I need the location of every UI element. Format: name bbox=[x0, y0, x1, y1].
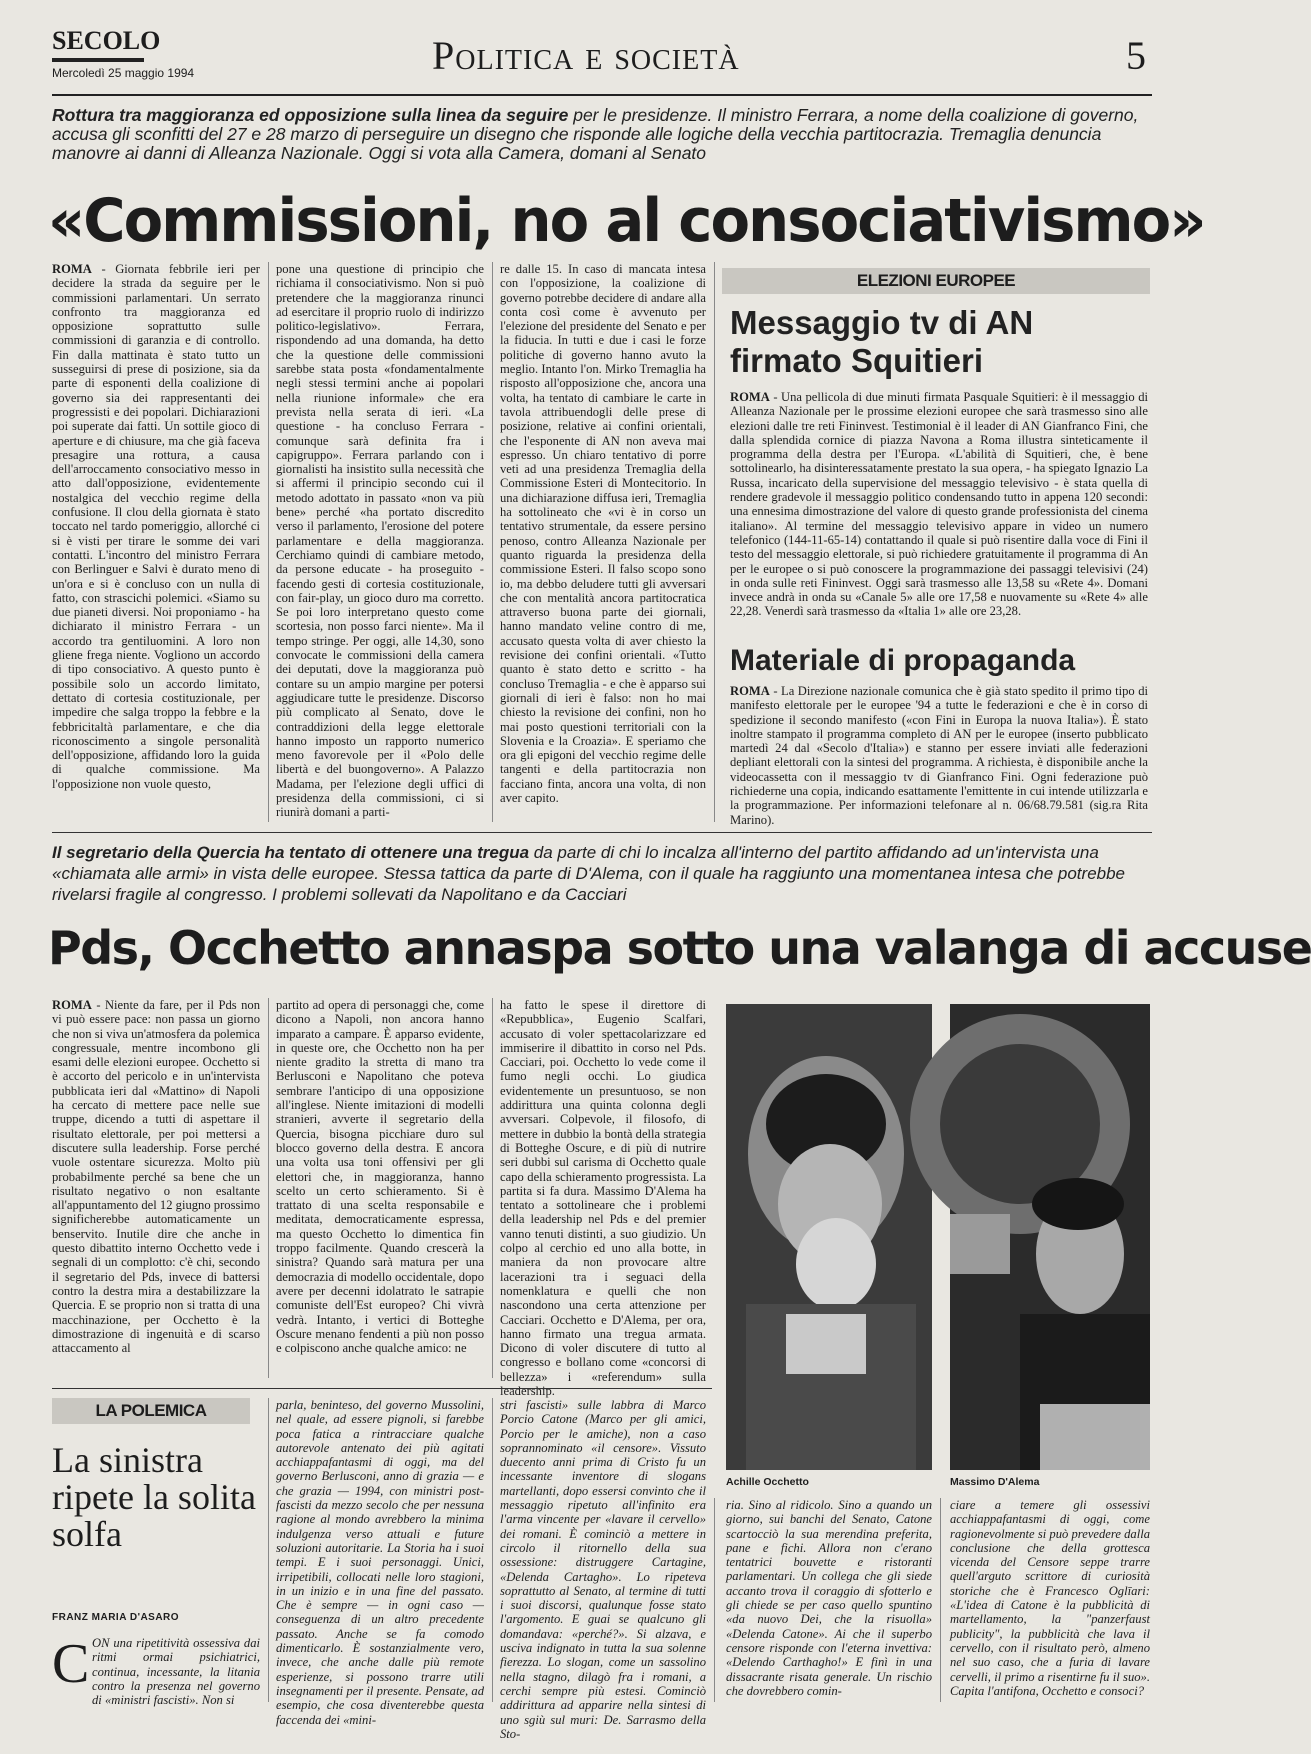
photo-caption-occhetto: Achille Occhetto bbox=[726, 1476, 809, 1488]
article1-dateline: ROMA bbox=[52, 262, 92, 276]
photo-occhetto bbox=[726, 1004, 932, 1470]
article2-deck-rest: da parte di chi lo incalza all'interno del partito affidando ad un'intervista una «chiamata alle armi» in vista delle europee. Stessa tattica da parte di D'Alema, con il quale ha raggiunto una momentanea intesa che potrebbe rivelarsi fragile al congresso. I problemi sollevati da Napolitano e da Cacciari bbox=[52, 843, 1126, 904]
polemica-column-3: stri fascisti» sulle labbra di Marco Porcio Catone (Marco per gli amici, Porcio per le amiche), non a caso soprannominato «il censore». Vissuto duecento anni prima di Cristo fu un incessante inventore di slogans martellanti, dopo essersi convinto che il messaggio ripetuto all'infinito era l'arma vincente per «lavare il cervello» dei romani. È cominciò a mettere in circolo il ritornello della sua ossessione: distruggere Cartagine, «Delenda Cartagho». Lo ripeteva soprattutto al Senato, al termine di tutti i suoi discorsi, qualunque fosse stato l'argomento. E guai se qualcuno gli domandava: «perché?». Si alzava, e usciva indignato in tutta la sua solenne fierezza. Lo slogan, come un sassolino nella stagno, dilagò fra i romani, a cerchi sempre più estesi. Cominciò addirittura ad apparire nella sintesi di uno sgiù sul muri: De. Sarrasmo della Sto- bbox=[500, 1398, 706, 1741]
polemica-column-1-intro: ON una ripetitività ossessiva dai ritmi ormai psichiatrici, continua, incessante, la litania contro la presenza nel governo di «ministri fascisti». Non si bbox=[92, 1636, 260, 1708]
section-divider bbox=[52, 1388, 712, 1389]
issue-date: Mercoledì 25 maggio 1994 bbox=[52, 66, 195, 80]
photo-dalema bbox=[950, 1004, 1150, 1470]
polemica-column-4: ria. Sino al ridicolo. Sino a quando un giorno, sui banchi del Senato, Catone scartocciò la sua merendina preferita, pane e fichi. Allora non c'erano tentatrici bouvette e ristoranti parlamentari. Un collega che gli siede accanto trova il coraggio di sfotterlo e gli chiede se per caso quello spuntino «da nuovo Dei, che la risuolla» «Delenda Catone». Ai che il superbo censore risponde con l'eterna invettiva: «Delendo Carthagho!» E finì in una dissacrante risata generale. Un rischio che dovrebbero comin- bbox=[726, 1498, 932, 1698]
article2-deck-lead: Il segretario della Quercia ha tentato di ottenere una tregua bbox=[52, 843, 530, 862]
article2-column-3: ha fatto le spese il direttore di «Repubblica», Eugenio Scalfari, accusato di voler spettacolarizzare ed immiserire il dibattito in corso nel Pds. Cacciari, poi. Occhetto lo vede come il fumo negli occhi. Lo giudica evidentemente un presuntuoso, se non addirittura una quinta colonna degli avversari. Colpevole, il filosofo, di mettere in dubbio la bontà della strategia di Botteghe Oscure, e di più di nutrire seri dubbi sul carisma di Occhetto quale capo della schieramento progressista. La partita si fa dura. Massimo D'Alema ha tentato a sottolineare che i problemi della leadership nel Pds e del premier vanno tenuti distinti, a suo giudizio. Un colpo al cerchio ed uno alla botte, in maniera da non provocare altre lacerazioni tra i seguaci della nomenklatura e quelli che non nascondono una certa attenzione per Cacciari. Occhetto e D'Alema, per ora, hanno firmato una tregua armata. Dicono di voler discutere di tutto al congresso e bollano come «concorsi di bellezza» i «referendum» sulla leadership. bbox=[500, 998, 706, 1399]
column-rule bbox=[492, 998, 493, 1378]
polemica-label: LA POLEMICA bbox=[52, 1398, 250, 1424]
column-rule bbox=[268, 998, 269, 1378]
article2-headline: Pds, Occhetto annaspa sotto una valanga di accuse bbox=[48, 921, 1311, 975]
byline: FRANZ MARIA D'ASARO bbox=[52, 1612, 180, 1623]
box-text-2 bbox=[730, 684, 1148, 827]
section-title: Politica e società bbox=[432, 33, 740, 78]
article2-dateline: ROMA bbox=[52, 998, 92, 1012]
photo-caption-dalema: Massimo D'Alema bbox=[950, 1476, 1040, 1488]
column-rule bbox=[492, 262, 493, 822]
box-title-2: Materiale di propaganda bbox=[730, 644, 1076, 677]
box-dateline: ROMA bbox=[730, 390, 770, 404]
occhetto-portrait bbox=[726, 1004, 932, 1470]
column-rule bbox=[268, 262, 269, 822]
masthead-rule bbox=[52, 58, 144, 62]
box-text-2-body: - La Direzione nazionale comunica che è già stato spedito il primo tipo di manifesto elettorale per le europee '94 a tutte le federazioni e che è in corso di spedizione il secondo manifesto («con Fini in Europa la nuova Italia»). È stato inoltre stampato il programma completo di AN per le europee (inserto pubblicato martedì 24 dal «Secolo d'Italia») e stanno per essere inviati alle federazioni depliant elettorali con la sintesi del programma. A richiesta, è disponibile anche la videocassetta con il messaggio tv di Gianfranco Fini. Ogni federazione può richiederne una copia, indicando esattamente l'emittente in cui intende utilizzarla e la programmazione. Per informazioni telefonare al n. 06/68.79.581 (sig.ra Rita Marino). bbox=[730, 684, 1148, 827]
article1-col1-text: - Giornata febbrile ieri per decidere la strada da seguire per le commissioni parlamentari. Un serrato confronto tra maggioranza ed opposizione soprattutto sulle commissioni di garanzia e di controllo. Fin dalla mattinata è stato tutto un susseguirsi di prese di posizione, sia da parte di esponenti della coalizione di governo sia dei rappresentanti dei progressisti e dei popolari. Dichiarazioni poi superate dai fatti. Un sottile gioco di aperture e di chiusure, ma che già faceva presagire una rottura, a causa dell'arroccamento consociativo messo in atto dall'opposizione, evidentemente nostalgica del vecchio regime della confusione. Il clou della giornata è stato toccato nel tardo pomeriggio, allorché ci si è visti per tirare le somme dei vari contatti. L'incontro del ministro Ferrara con Berlinguer e Salvi è durato meno di un'ora e si è concluso con un nulla di fatto, con strascichi polemici. «Siamo su due pianeti diversi. Noi proponiamo - ha dichiarato il ministro Ferrara - un accordo tra gentiluomini. A loro non gliene frega niente. Vogliono un accordo di tipo consociativo. A questo punto è possibile solo un accordo limitato, dettato di cortesia costituzionale, per impedire che salga troppo la febbre e la febbricitaltà parlamentare, e che dia riconoscimento a singole personalità dell'opposizione, affidando loro la guida di qualche commissione. Ma l'opposizione non vuole questo, bbox=[52, 262, 260, 791]
article2-deck bbox=[52, 842, 1152, 905]
box-label: ELEZIONI EUROPEE bbox=[722, 268, 1150, 294]
column-rule bbox=[268, 1398, 269, 1702]
polemica-column-2: parla, beninteso, del governo Mussolini, nel quale, ad essere pignoli, si farebbe poca fatica a rintracciare qualche autorevole antenato dei più agitati acchiappafantasmi di oggi, ma del governo Berlusconi, anno di grazia — e che grazia — 1994, con ministri post-fascisti da mezzo secolo che per nessuna ragione al mondo avrebbero la minima indulgenza verso attuali e future soluzioni autoritarie. La Storia ha i suoi tempi. E i suoi personaggi. Unici, irripetibili, collocati nelle loro stagioni, in un inizio e in una fine del passato. Che è sempre — in ogni caso — conseguenza di un altro precedente passato. Anche se fa comodo dimenticarlo. È sostanzialmente vero, invece, che anche dalle più remote esperienze, si possono trarre utili insegnamenti per il presente. Pensate, ad esempio, che cosa diventerebbe questa faccenda dei «mini- bbox=[276, 1398, 484, 1727]
masthead bbox=[52, 22, 1152, 96]
column-rule bbox=[940, 1498, 941, 1702]
article1-headline: «Commissioni, no al consociativismo» bbox=[48, 186, 1205, 256]
page-number: 5 bbox=[1126, 33, 1146, 78]
dalema-portrait bbox=[950, 1004, 1150, 1470]
drop-cap: C bbox=[52, 1633, 90, 1695]
article1-deck-lead: Rottura tra maggioranza ed opposizione sulla linea da seguire bbox=[52, 105, 569, 125]
box-title: Messaggio tv di AN firmato Squitieri bbox=[730, 304, 1034, 379]
column-rule bbox=[714, 262, 715, 822]
article2-column-2: partito ad opera di personaggi che, come dicono a Napoli, non ancora hanno imparato a campare. È apparso evidente, in queste ore, che Occhetto non ha per niente gradito la stretta di mano tra Berlusconi e Napolitano che poteva sembrare l'anticipo di una opposizione all'inglese. Niente imitazioni di modelli stranieri, avverte il segretario della Quercia, bisogna picchiare duro sul blocco governo della destra. E ancora una volta usa toni offensivi per gli elettori che, in maggioranza, hanno scelto un certo schieramento. Si è trattato di una scelta responsabile e meditata, democraticamente espressa, ma questo Occhetto lo dimentica fin troppo facilmente. Quando crescerà la sinistra? Quando sarà matura per una democrazia di modello occidentale, dopo avere per decenni idolatrato le satrapie comuniste dell'Est europeo? Chi vivrà vedrà. Intanto, i vertici di Botteghe Oscure menano fendenti a più non posso e colpiscono anche qualche amico: ne bbox=[276, 998, 484, 1356]
article1-deck bbox=[52, 106, 1152, 163]
box-text-1 bbox=[730, 390, 1148, 660]
article1-column-3: re dalle 15. In caso di mancata intesa con l'opposizione, la coalizione di governo potrebbe decidere di andare alla conta così come è avvenuto per l'elezione del presidente del Senato e per la fiducia. In tutti e due i casi le forze politiche di governo hanno avuto la meglio. Intanto l'on. Mirko Tremaglia ha risposto all'opposizione che, ancora una volta, ha tentato di cambiare le carte in tavola attribuendogli delle prese di posizione, relative ai confini orientali, che l'esponente di AN non aveva mai espresso. Un chiaro tentativo di porre veti ad una presidenza Tremaglia della Commissione Esteri di Montecitorio. In una dichiarazione diffusa ieri, Tremaglia ha sottolineato che «vi è in corso un tentativo strumentale, da essere persino penoso, contro Alleanza Nazionale per quanto riguarda la presidenza della commissione Esteri. Il falso scopo sono io, ma debbo deludere tutti gli avversari che con mentalità ancora partitocratica attraverso buona parte dei giornali, hanno mandato veline contro di me, accusato questa volta di aver chiesto la revisione dei confini orientali. «Tutto quanto è stato detto e scritto - ha concluso Tremaglia - e che è apparso sui giornali di ieri è falso: non ho mai chiesto la revisione dei confini, non ho mai posto questioni territoriali con la Slovenia e la Croazia». E speriamo che ora gli epigoni del vecchio regime delle tangenti e della partitocrazia non facciano finta, ancora una volta, di non aver capito. bbox=[500, 262, 706, 805]
box-dateline-2: ROMA bbox=[730, 684, 770, 698]
article1-column-2: pone una questione di principio che richiama il consociativismo. Non si può pretendere che la maggioranza rinunci ad esercitare il proprio ruolo di indirizzo politico-legislativo». Ferrara, rispondendo ad una domanda, ha detto che la questione delle commissioni sarebbe stata posta «fondamentalmente negli stessi termini anche ai popolari nella riunione informale» che era prevista nella serata di ieri. «La questione - ha concluso Ferrara - comunque sarà definita fra i capigruppo». Ferrara parlando con i giornalisti ha insistito sulla necessità che si affermi il principio secondo cui il metodo adottato in passato «non va più bene» perché «ha portato discredito verso il parlamento, l'erosione del potere parlamentare e della maggioranza. Cerchiamo quindi di cambiare metodo, da persone educate - ha proseguito - facendo gesti di cortesia costituzionale, con fair-play, un gioco duro ma corretto. Se poi loro interpretano questo come scortesia, non posso farci niente». Ma il tempo stringe. Per oggi, alle 14,30, sono convocate le commissioni della camera dei deputati, dove la maggioranza può contare su un ampio margine per potersi aggiudicare tutte le presidenze. Discorso più complicato al Senato, dove le contraddizioni della legge elettorale hanno imposto un rapporto numerico meno favorevole per il «Polo delle libertà e del buongoverno». A Palazzo Madama, per l'elezione degli uffici di presidenza della commissioni, ci si riunirà domani a parti- bbox=[276, 262, 484, 820]
article1-deck-rest: per le presidenze. Il ministro Ferrara, a nome della coalizione di governo, accusa gli sconfitti del 27 e 28 marzo di perseguire un disegno che risponde alle logiche della vecchia partitocrazia. Tremaglia denuncia manovre ai danni di Alleanza Nazionale. Oggi si vota alla Camera, domani al Senato bbox=[52, 105, 1139, 163]
article1-column-1 bbox=[52, 262, 260, 822]
column-rule bbox=[714, 1498, 715, 1702]
polemica-title: La sinistra ripete la solita solfa bbox=[52, 1440, 256, 1554]
article2-col1-text: - Niente da fare, per il Pds non vi può essere pace: non passa un giorno che non si viva un'atmosfera da polemica congressuale, mentre incombono gli esami delle elezioni europee. Occhetto si è accorto del pericolo e in un'intervista pubblicata ieri dal «Mattino» di Napoli ha cercato di mettere pace nelle sue truppe, dicendo a tutti di aspettare il risultato elettorale, per poi mettersi a discutere sulla leadership. Forse perché vuole ostentare sicurezza. Molto più probabilmente perché sa bene che un risultato negativo o non esaltante all'appuntamento del 12 giugno prossimo significherebbe automaticamente un benservito. Inutile dire che anche in questo dibattito interno Occhetto vede i segnali di un complotto: c'è chi, secondo il segretario del Pds, invece di battersi contro la destra mira a destabilizzare la Quercia. E se proprio non si tratta di una macchinazione, per Occhetto è la dimostrazione di ingenuità e di scarso attaccamento al bbox=[52, 998, 260, 1356]
polemica-column-5: ciare a temere gli ossessivi acchiappafantasmi di oggi, come ragionevolmente si può prevedere dalla conclusione che della grottesca vicenda del Censore seppe trarre quell'arguto scrittore di curiosità storiche che è Francesco Oglīari: «L'idea di Catone è la pubblicità di martellamento, la "panzerfaust publicity", la pubblicità che lava il cervello, con il risultato però, almeno nel suo caso, che a furia di lavare cervelli, il primo a risentirne fu il suo». Capita l'antifona, Occhetto e consoci? bbox=[950, 1498, 1150, 1698]
paper-name: SECOLO bbox=[52, 26, 161, 55]
article2-column-1 bbox=[52, 998, 260, 1378]
column-rule bbox=[492, 1398, 493, 1702]
box-text-1-body: - Una pellicola di due minuti firmata Pasquale Squitieri: è il messaggio di Alleanza Nazionale per le prossime elezioni europee che sarà trasmesso sino alle elezioni dalle tre reti Fininvest. Testimonial è il leader di AN Gianfranco Fini, che dalla splendida cornice di piazza Navona a Roma illustra sinteticamente il programma della destra per l'Europa. «L'abilità di Squitieri, che, è bene sottolinearlo, ha disinteressatamente prestato la sua opera, - ha spiegato Ignazio La Russa, incaricato della supervisione del messaggio televisivo - è stata quella di rendere gradevole il messaggio politico condensando tutto in appena 120 secondi: una ennesima dimostrazione del valore di questo grande professionista del cinema italiano». Al termine del messaggio televisivo appare in video un numero telefonico (144-11-65-14) contattando il quale si può risentire dalla voce di Fini il testo del messaggio elettorale, si può richiedere gratuitamente il programma di An per le europee o si può conoscere la programmazione dei passaggi televisivi (24) in onda sulle reti Fininvest. Oggi sarà trasmesso alle 13,58 su «Rete 4». Domani invece andrà in onda su «Canale 5» alle ore 17,58 e nuovamente su «Rete 4» alle 22,28. Venerdì sarà trasmesso da «Italia 1» alle ore 23,28. bbox=[730, 390, 1148, 619]
section-divider bbox=[52, 832, 1152, 833]
